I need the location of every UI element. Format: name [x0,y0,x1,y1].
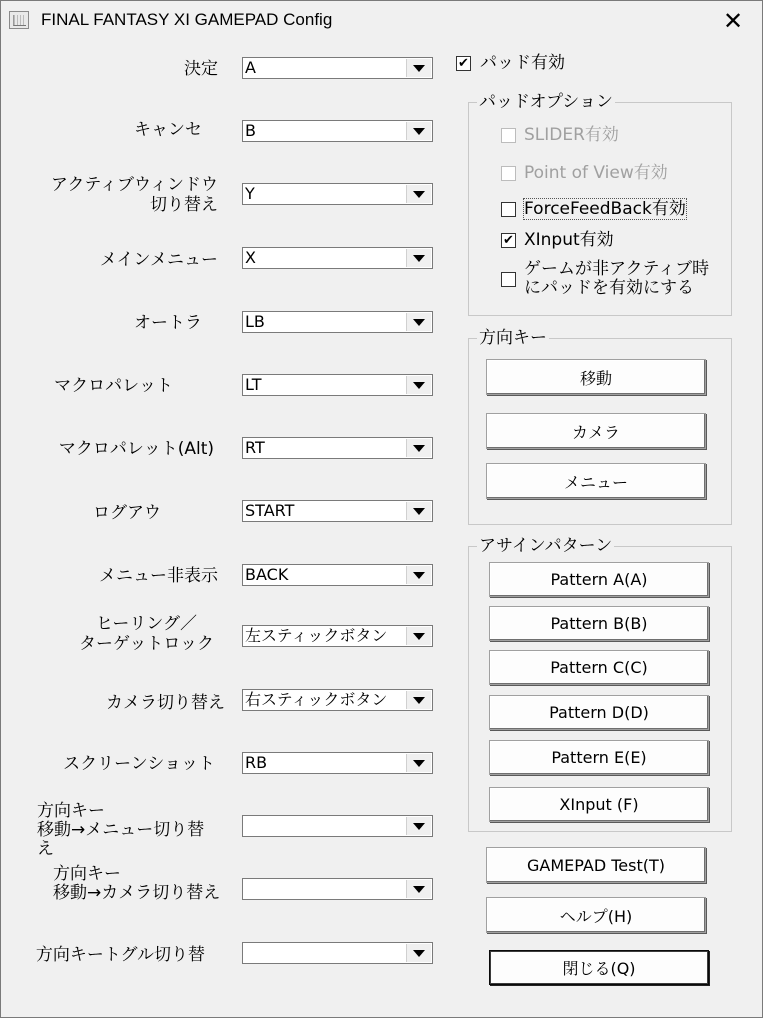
pattern-e-button[interactable]: Pattern E(E) [489,740,709,775]
force-feedback-checkbox[interactable] [501,202,516,217]
select-cancel[interactable] [242,120,433,142]
dropdown-arrow-icon[interactable] [406,59,431,77]
help-button[interactable]: ヘルプ(H) [486,897,706,933]
dropdown-arrow-icon[interactable] [406,502,431,520]
dropdown-arrow-icon[interactable] [406,817,431,835]
dropdown-arrow-icon[interactable] [406,376,431,394]
pattern-a-button[interactable]: Pattern A(A) [489,562,709,597]
label-dpad-toggle: 方向キートグル切り替 [35,945,205,965]
direction-keys-title: 方向キー [479,328,547,348]
label-hide-menu: メニュー非表示 [99,566,218,586]
select-healing-target-lock[interactable] [242,625,433,647]
select-logout[interactable] [242,500,433,522]
dropdown-arrow-icon[interactable] [406,122,431,140]
app-icon[interactable] [9,11,29,29]
move-button[interactable]: 移動 [486,359,706,395]
dropdown-arrow-icon[interactable] [406,880,431,898]
assign-patterns-title: アサインパターン [479,536,613,556]
slider-label: SLIDER有効 [524,125,619,145]
select-macro-palette[interactable] [242,374,433,396]
select-camera-switch[interactable] [242,689,433,711]
label-macro-palette-alt: マクロパレット(Alt) [58,439,214,459]
label-macro-palette: マクロパレット [54,376,173,396]
xinput-checkbox[interactable]: ✔ [501,233,516,248]
label-camera-switch: カメラ切り替え [106,693,225,713]
close-window-button[interactable]: ✕ [722,7,744,35]
close-button[interactable]: 閉じる(Q) [489,950,709,985]
select-main-menu-value: X [245,248,256,267]
point-of-view-checkbox[interactable] [501,166,516,181]
title-bar[interactable] [1,1,762,41]
xinput-label: XInput有効 [524,230,614,250]
camera-button[interactable]: カメラ [486,413,706,449]
label-cancel: キャンセ [134,120,202,140]
label-main-menu: メインメニュー [99,250,218,270]
select-camera-switch-value: 右スティックボタン [245,690,388,709]
select-active-window[interactable] [242,183,433,205]
select-hide-menu[interactable] [242,564,433,586]
label-healing-target-lock: ヒーリング／ ターゲットロック [79,614,214,654]
label-autorun: オートラ [134,313,202,333]
select-decide-value: A [245,58,256,77]
select-logout-value: START [245,501,295,520]
pattern-b-button[interactable]: Pattern B(B) [489,606,709,641]
gamepad-test-button[interactable]: GAMEPAD Test(T) [486,847,706,883]
select-screenshot-value: RB [245,753,268,772]
select-healing-target-lock-value: 左スティックボタン [245,626,388,645]
select-autorun[interactable] [242,311,433,333]
inactive-pad-checkbox[interactable] [501,272,516,287]
select-hide-menu-value: BACK [245,565,289,584]
dropdown-arrow-icon[interactable] [406,439,431,457]
point-of-view-label: Point of View有効 [524,163,668,183]
dropdown-arrow-icon[interactable] [406,566,431,584]
dropdown-arrow-icon[interactable] [406,313,431,331]
select-dpad-toggle[interactable] [242,942,433,964]
dropdown-arrow-icon[interactable] [406,249,431,267]
pad-options-title: パッドオプション [479,92,613,112]
pattern-d-button[interactable]: Pattern D(D) [489,695,709,730]
window-title: FINAL FANTASY XI GAMEPAD Config [41,10,333,29]
dropdown-arrow-icon[interactable] [406,944,431,962]
pattern-c-button[interactable]: Pattern C(C) [489,650,709,685]
select-autorun-value: LB [245,312,265,331]
pad-enabled-checkbox[interactable]: ✔ [456,56,471,71]
dropdown-arrow-icon[interactable] [406,754,431,772]
menu-button[interactable]: メニュー [486,463,706,499]
select-screenshot[interactable] [242,752,433,774]
select-dpad-move-camera[interactable] [242,878,433,900]
label-logout: ログアウ [93,503,161,523]
dropdown-arrow-icon[interactable] [406,691,431,709]
label-decide: 決定 [184,59,218,79]
pad-enabled-label: パッド有効 [480,53,565,73]
inactive-pad-label: ゲームが非アクティブ時 にパッドを有効にする [524,259,710,298]
dropdown-arrow-icon[interactable] [406,185,431,203]
force-feedback-label: ForceFeedBack有効 [524,199,686,219]
xinput-pattern-button[interactable]: XInput (F) [489,787,709,822]
select-macro-palette-alt[interactable] [242,437,433,459]
select-decide[interactable] [242,57,433,79]
slider-checkbox[interactable] [501,128,516,143]
label-dpad-move-menu: 方向キー 移動→メニュー切り替 え [37,801,205,859]
label-screenshot: スクリーンショット [63,754,215,774]
select-main-menu[interactable] [242,247,433,269]
select-macro-palette-value: LT [245,375,262,394]
label-dpad-move-camera: 方向キー 移動→カメラ切り替え [53,864,221,903]
select-macro-palette-alt-value: RT [245,438,265,457]
select-active-window-value: Y [245,184,255,203]
select-dpad-move-menu[interactable] [242,815,433,837]
dropdown-arrow-icon[interactable] [406,627,431,645]
label-active-window: アクティブウィンドウ 切り替え [50,175,218,215]
select-cancel-value: B [245,121,256,140]
